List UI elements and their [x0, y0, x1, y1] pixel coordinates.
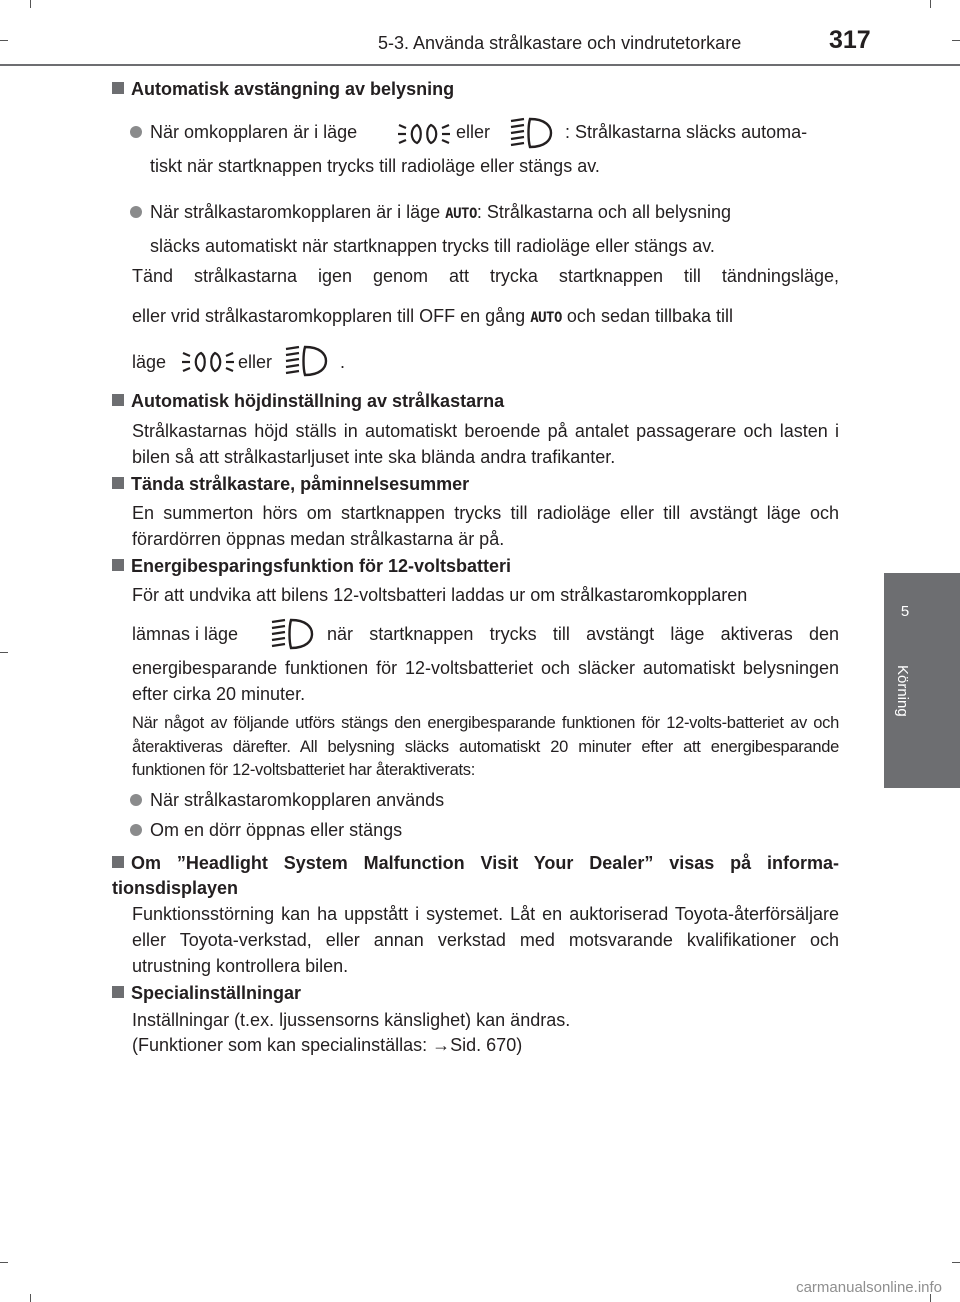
square-bullet-icon	[112, 559, 124, 571]
section-heading	[112, 556, 511, 577]
paragraph-text: (Funktioner som kan specialinställas:	[132, 1035, 428, 1055]
square-bullet-icon	[112, 394, 124, 406]
paragraph: Funktionsstörning kan ha uppstått i systemet. Låt en auktoriserad Toyota-återförsäljare eller Toyota-verkstad, eller annan verkstad med motsvarande kvalifikationer och utrustning kontrollera bilen.	[132, 904, 839, 976]
bullet-text: tiskt när startknappen trycks till radioläge eller stängs av.	[150, 156, 600, 176]
bullet-text: När strålkastaromkopplaren används	[150, 790, 445, 810]
headlight-icon	[509, 116, 553, 150]
crop-mark	[30, 0, 31, 8]
section-heading	[112, 851, 839, 901]
paragraph-line: Tänd strålkastarna igen genom att trycka startknappen till tändningsläge,	[132, 266, 839, 286]
bullet-text: : Strålkastarna släcks automa-	[565, 122, 808, 142]
bullet-text: Om en dörr öppnas eller stängs	[150, 820, 403, 840]
tail-lights-icon	[181, 349, 235, 375]
paragraph-line	[132, 1035, 522, 1056]
paragraph-text: läge	[132, 352, 167, 372]
heading-text: Automatisk avstängning av belysning	[131, 79, 455, 99]
section-heading	[112, 474, 469, 495]
crop-mark	[952, 1262, 960, 1263]
crop-mark	[952, 40, 960, 41]
paragraph-text: när startknappen trycks till avstängt läge aktiveras den	[327, 624, 839, 644]
paragraph-text: eller vrid strålkastaromkopplaren till OFF en gång	[132, 306, 526, 326]
bullet-dot-icon	[130, 206, 142, 218]
paragraph-text: eller	[238, 352, 273, 372]
bullet-dot-icon	[130, 824, 142, 836]
auto-label: AUTO	[445, 206, 477, 222]
bullet-text: När strålkastaromkopplaren är i läge	[150, 202, 441, 222]
heading-text: Automatisk höjdinställning av strålkastarna	[131, 391, 505, 411]
watermark: carmanualsonline.info	[796, 1279, 942, 1296]
bullet-text: När omkopplaren är i läge	[150, 122, 358, 142]
bullet-item	[130, 820, 402, 841]
section-title: 5-3. Använda strålkastare och vindrutetorkare	[378, 33, 742, 53]
arrow-icon: →	[432, 1035, 451, 1055]
headlight-icon	[284, 344, 328, 378]
paragraph-text: lämnas i läge	[132, 624, 239, 644]
square-bullet-icon	[112, 477, 124, 489]
bullet-text: släcks automatiskt när startknappen trycks till radioläge eller stängs av.	[150, 236, 715, 256]
bullet-item	[130, 122, 357, 143]
page-number: 317	[829, 26, 871, 54]
chapter-tab	[884, 573, 960, 788]
crop-mark	[0, 40, 8, 41]
bullet-text-or: eller	[456, 122, 491, 142]
paragraph-text: .	[340, 352, 346, 372]
square-bullet-icon	[112, 856, 124, 868]
crop-mark	[0, 1262, 8, 1263]
heading-text: Specialinställningar	[131, 983, 302, 1003]
paragraph-line: För att undvika att bilens 12-voltsbatteri laddas ur om strålkastaromkopplaren	[132, 585, 748, 605]
paragraph-line	[132, 306, 733, 327]
bullet-item	[130, 202, 731, 223]
bullet-dot-icon	[130, 794, 142, 806]
note-paragraph: När något av följande utförs stängs den energibesparande funktionen för 12-volts-batteriet av och återaktiveras därefter. All belysning släcks automatiskt 20 minuter efter att energibesparande funktionen för 12-voltsbatteriet har återaktiverats:	[132, 714, 839, 779]
bullet-item	[130, 790, 444, 811]
heading-text: Energibesparingsfunktion för 12-voltsbatteri	[131, 556, 512, 576]
paragraph: En summerton hörs om startknappen trycks till radioläge eller till avstängt läge och förardörren öppnas medan strålkastarna är på.	[132, 503, 839, 549]
crop-mark	[30, 1294, 31, 1302]
paragraph: energibesparande funktionen för 12-voltsbatteriet och släcker automatiskt belysningen efter cirka 20 minuter.	[132, 658, 839, 704]
bullet-text: : Strålkastarna och all belysning	[476, 202, 732, 222]
crop-mark	[930, 0, 931, 8]
paragraph: Strålkastarnas höjd ställs in automatiskt beroende på antalet passagerare och lasten i bilen så att strålkastarljuset inte ska blända andra trafikanter.	[132, 421, 839, 467]
paragraph-line: Inställningar (t.ex. ljussensorns känslighet) kan ändras.	[132, 1010, 571, 1030]
crop-mark	[0, 652, 8, 653]
header-rule	[0, 64, 960, 66]
section-heading	[112, 79, 454, 100]
chapter-number: 5	[900, 603, 910, 620]
section-heading	[112, 983, 301, 1004]
bullet-dot-icon	[130, 126, 142, 138]
headlight-icon	[270, 617, 314, 651]
chapter-label: Körning	[894, 665, 911, 717]
auto-label: AUTO	[530, 310, 562, 326]
heading-text: Tända strålkastare, påminnelsesummer	[131, 474, 470, 494]
tail-lights-icon	[397, 121, 451, 147]
page-reference-link[interactable]: Sid. 670)	[450, 1035, 523, 1055]
square-bullet-icon	[112, 986, 124, 998]
paragraph-text: och sedan tillbaka till	[566, 306, 734, 326]
heading-text: Om ”Headlight System Malfunction Visit Your Dealer” visas på informa-tionsdisplayen	[112, 853, 839, 898]
square-bullet-icon	[112, 82, 124, 94]
section-heading	[112, 391, 504, 412]
